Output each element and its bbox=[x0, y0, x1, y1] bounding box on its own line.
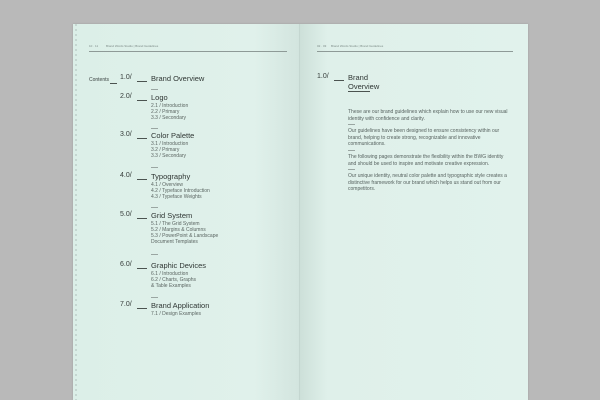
toc-section-title: Typography bbox=[151, 172, 191, 181]
left-running-title: Brand Words Studio | Brand Guidelines bbox=[106, 44, 159, 48]
toc-subsection: 4.3 / Typeface Weights bbox=[151, 194, 202, 200]
binding-stitch bbox=[75, 24, 77, 400]
toc-subsection: 3.1 / Introduction bbox=[151, 141, 189, 147]
toc-section-number: 2.0/ bbox=[120, 93, 132, 100]
toc-separator bbox=[151, 254, 158, 255]
toc-number-rule bbox=[137, 218, 147, 219]
paragraph-separator bbox=[348, 169, 355, 170]
toc-section-title: Grid System bbox=[151, 211, 193, 220]
body-paragraph: The following pages demonstrate the flexibility within the BWG identity and should be used to inspire and motivate creative expression. bbox=[348, 153, 504, 167]
toc-number-rule bbox=[137, 308, 147, 309]
brochure-spread bbox=[73, 24, 528, 400]
toc-separator bbox=[151, 297, 158, 298]
toc-subsections bbox=[151, 271, 241, 289]
toc-section-number: 3.0/ bbox=[120, 131, 132, 138]
toc-subsection: 6.2 / Charts, Graphs bbox=[151, 277, 197, 283]
toc-subsection: 3.3 / Secondary bbox=[151, 115, 187, 121]
toc-subsection: 3.3 / Secondary bbox=[151, 153, 187, 159]
body-paragraph: Our unique identity, neutral color palette and typographic style creates a distinctive framework for our brand which helps us stand out from our competitors. bbox=[348, 173, 507, 193]
toc-section-number: 4.0/ bbox=[120, 172, 132, 179]
toc-subsections bbox=[151, 103, 241, 121]
paragraph-separator bbox=[348, 124, 355, 125]
section-title-rule bbox=[348, 91, 370, 92]
toc-section-title: Brand Application bbox=[151, 301, 210, 310]
toc-subsection: & Table Examples bbox=[151, 283, 191, 289]
toc-subsection: 4.1 / Overview bbox=[151, 182, 183, 188]
toc-separator bbox=[151, 128, 158, 129]
right-page bbox=[300, 24, 528, 400]
section-subtitle: Overview bbox=[348, 82, 380, 91]
toc-number-rule bbox=[137, 138, 147, 139]
right-running-title: Brand Words Studio | Brand Guidelines bbox=[331, 44, 384, 48]
left-page bbox=[73, 24, 300, 400]
toc-subsection: 2.1 / Introduction bbox=[151, 103, 189, 109]
toc-separator bbox=[151, 207, 158, 208]
toc-number-rule bbox=[137, 268, 147, 269]
toc-subsection: 5.1 / The Grid System bbox=[151, 221, 200, 227]
toc-section-number: 6.0/ bbox=[120, 261, 132, 268]
toc-section-title: Brand Overview bbox=[151, 74, 205, 83]
toc-number-rule bbox=[137, 81, 147, 82]
toc-separator bbox=[151, 89, 158, 90]
toc-subsection: 7.1 / Design Examples bbox=[151, 311, 202, 317]
toc-subsections bbox=[151, 221, 241, 245]
toc-section-number: 5.0/ bbox=[120, 211, 132, 218]
toc-subsections bbox=[151, 182, 241, 200]
left-page-number: 10 · 11 bbox=[89, 44, 99, 48]
body-paragraph: These are our brand guidelines which explain how to use our new visual identity with confidence and clarity. bbox=[348, 109, 508, 122]
contents-label: Contents bbox=[89, 77, 110, 83]
right-page-number: 02 · 03 bbox=[317, 44, 327, 48]
section-number: 1.0/ bbox=[317, 73, 329, 80]
toc-section-number: 7.0/ bbox=[120, 301, 132, 308]
toc-number-rule bbox=[137, 100, 147, 101]
section-number-rule bbox=[334, 80, 344, 81]
toc-subsection: 3.2 / Primary bbox=[151, 147, 180, 153]
overview-body bbox=[348, 109, 508, 193]
toc-subsections bbox=[151, 311, 241, 317]
toc-subsection: Document Templates bbox=[151, 239, 198, 245]
toc-subsection: 5.3 / PowerPoint & Landscape bbox=[151, 233, 219, 239]
toc-subsection: 2.2 / Primary bbox=[151, 109, 180, 115]
toc-section-title: Color Palette bbox=[151, 131, 195, 140]
toc-subsection: 5.2 / Margins & Columns bbox=[151, 227, 206, 233]
right-header-rule bbox=[317, 51, 513, 52]
toc-number-rule bbox=[137, 179, 147, 180]
toc-subsection: 4.2 / Typeface Introduction bbox=[151, 188, 210, 194]
toc-subsections bbox=[151, 141, 241, 159]
toc-section-title: Graphic Devices bbox=[151, 261, 207, 270]
body-paragraph: Our guidelines have been designed to ensure consistency within our brand, helping to create strong, recognizable and innovative communications. bbox=[348, 128, 500, 148]
section-title: Brand bbox=[348, 73, 369, 82]
left-header-rule bbox=[89, 51, 287, 52]
toc-subsection: 6.1 / Introduction bbox=[151, 271, 189, 277]
toc-separator bbox=[151, 167, 158, 168]
toc-section-title: Logo bbox=[151, 93, 168, 102]
contents-rule bbox=[110, 83, 117, 84]
paragraph-separator bbox=[348, 150, 355, 151]
toc-section-number: 1.0/ bbox=[120, 74, 132, 81]
